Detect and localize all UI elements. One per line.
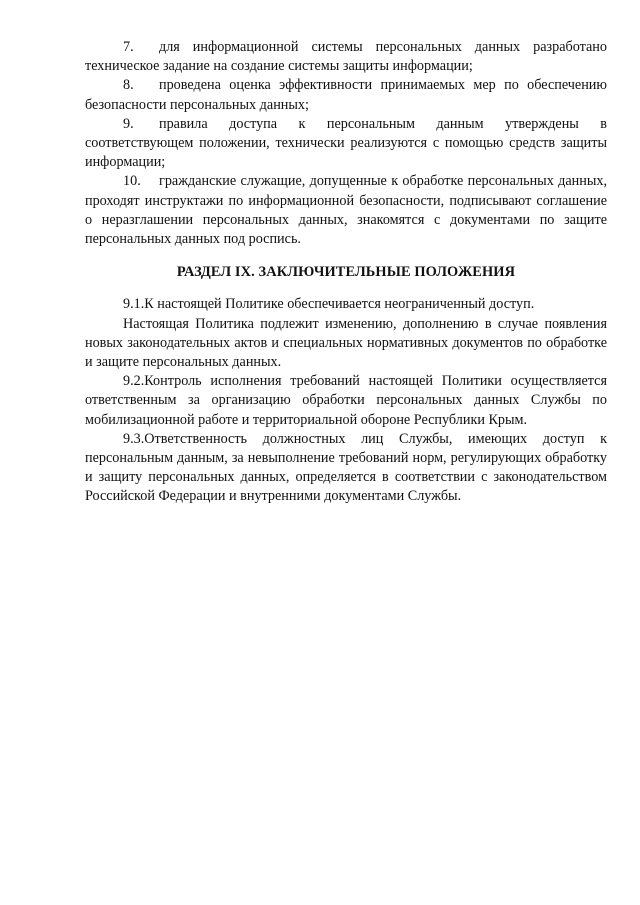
list-item-text: правила доступа к персональным данным утверждены в соответствующем положении, технически реализуются с помощью средств защиты информации; [85,115,607,171]
document-page [85,38,607,507]
list-item-text: для информационной системы персональных данных разработано техническое задание на создание системы защиты информации; [85,39,607,75]
section-paragraph: 9.3.Ответственность должностных лиц Службы, имеющих доступ к персональным данным, за невыполнение требований норм, регулирующих обработку и защиту персональных данных, определяется в соответствии с законодательством Российской Федерации и внутренними документами Службы. [85,430,607,505]
list-item-number: 8. [123,77,134,94]
list-item-text: гражданские служащие, допущенные к обработке персональных данных, проходят инструктажи по информационной безопасности, подписывают соглашение о неразглашении персональных данных, знакомятся с документами по защите персональных данных под роспись. [85,173,607,248]
list-item [85,115,607,173]
list-item-number: 10. [123,173,141,190]
section-paragraph: Настоящая Политика подлежит изменению, дополнению в случае появления новых законодательных актов и специальных нормативных документов по обработке и защите персональных данных. [85,315,607,371]
section-heading: РАЗДЕЛ IX. ЗАКЛЮЧИТЕЛЬНЫЕ ПОЛОЖЕНИЯ [176,264,516,281]
list-item-number: 7. [123,39,134,55]
list-item-text: проведена оценка эффективности принимаемых мер по обеспечению безопасности персональных данных; [85,77,607,113]
list-item [85,76,607,114]
section-paragraph: 9.1.К настоящей Политике обеспечивается неограниченный доступ. [123,296,535,313]
list-item [85,38,607,76]
list-item-number: 9. [123,115,134,132]
list-item [85,172,607,249]
section-paragraph: 9.2.Контроль исполнения требований настоящей Политики осуществляется ответственным за организацию обработки персональных данных Службы по мобилизационной работе и территориальной обороне Республики Крым. [85,373,607,428]
